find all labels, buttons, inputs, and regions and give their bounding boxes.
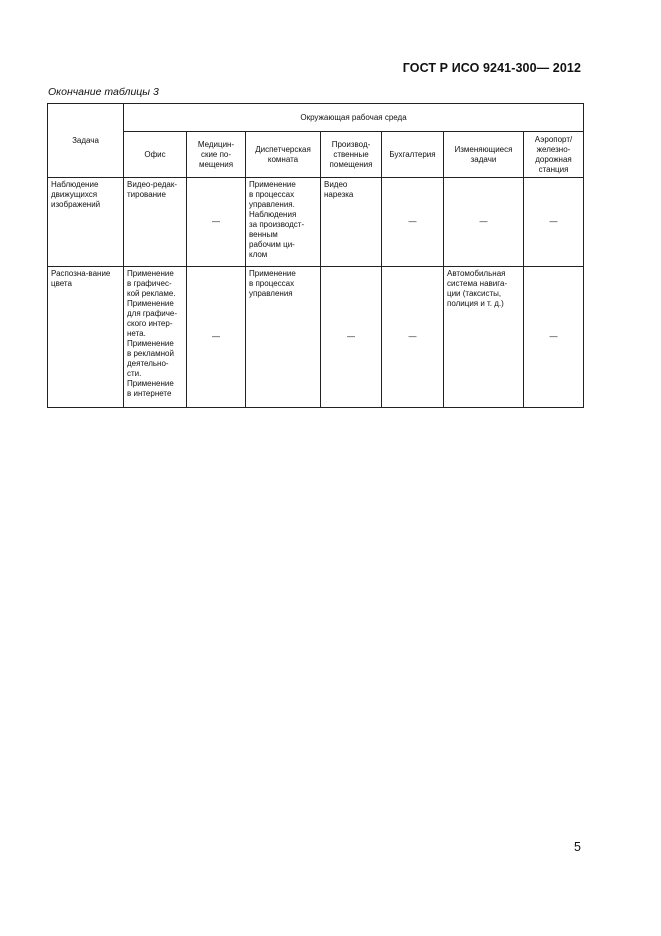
- document-header: ГОСТ Р ИСО 9241-300— 2012: [402, 61, 581, 75]
- column-header-medical: Медицин- ские по- мещения: [187, 132, 246, 178]
- table-cell: Автомобильная система навига- ции (таксисты, полиция и т. д.): [444, 267, 524, 408]
- column-header-task: Задача: [48, 104, 124, 178]
- column-group-header: Окружающая рабочая среда: [124, 104, 584, 132]
- column-header-office: Офис: [124, 132, 187, 178]
- table-cell-dash: —: [382, 178, 444, 267]
- column-header-changing-tasks: Изменяющиеся задачи: [444, 132, 524, 178]
- table-cell-dash: —: [444, 178, 524, 267]
- column-header-control-room: Диспетчерская комната: [246, 132, 321, 178]
- table-cell: Видео-редак- тирование: [124, 178, 187, 267]
- table-subheader-row: [48, 132, 584, 178]
- table-cell: Применение в процессах управления. Наблюдения за производст- венным рабочим ци- клом: [246, 178, 321, 267]
- table-cell: Видео нарезка: [321, 178, 382, 267]
- table-cell-dash: —: [524, 178, 584, 267]
- table-cell-dash: —: [187, 178, 246, 267]
- column-header-accounting: Бухгалтерия: [382, 132, 444, 178]
- table-caption: Окончание таблицы 3: [48, 86, 159, 98]
- table-cell-dash: —: [187, 267, 246, 408]
- table-cell: Применение в графичес- кой рекламе. Применение для графиче- ского интер- нета. Применение в рекламной деятельно- сти. Применение в интернете: [124, 267, 187, 408]
- data-table: [47, 103, 584, 408]
- table-cell: Применение в процессах управления: [246, 267, 321, 408]
- table-cell-dash: —: [321, 267, 382, 408]
- table-row: [48, 267, 584, 408]
- table-row: [48, 178, 584, 267]
- task-cell: Распозна-вание цвета: [48, 267, 124, 408]
- task-cell: Наблюдение движущихся изображений: [48, 178, 124, 267]
- table-header-row: [48, 104, 584, 132]
- page-number: 5: [574, 840, 581, 854]
- table-cell-dash: —: [382, 267, 444, 408]
- column-header-airport-station: Аэропорт/ железно- дорожная станция: [524, 132, 584, 178]
- table-cell-dash: —: [524, 267, 584, 408]
- column-header-production: Производ- ственные помещения: [321, 132, 382, 178]
